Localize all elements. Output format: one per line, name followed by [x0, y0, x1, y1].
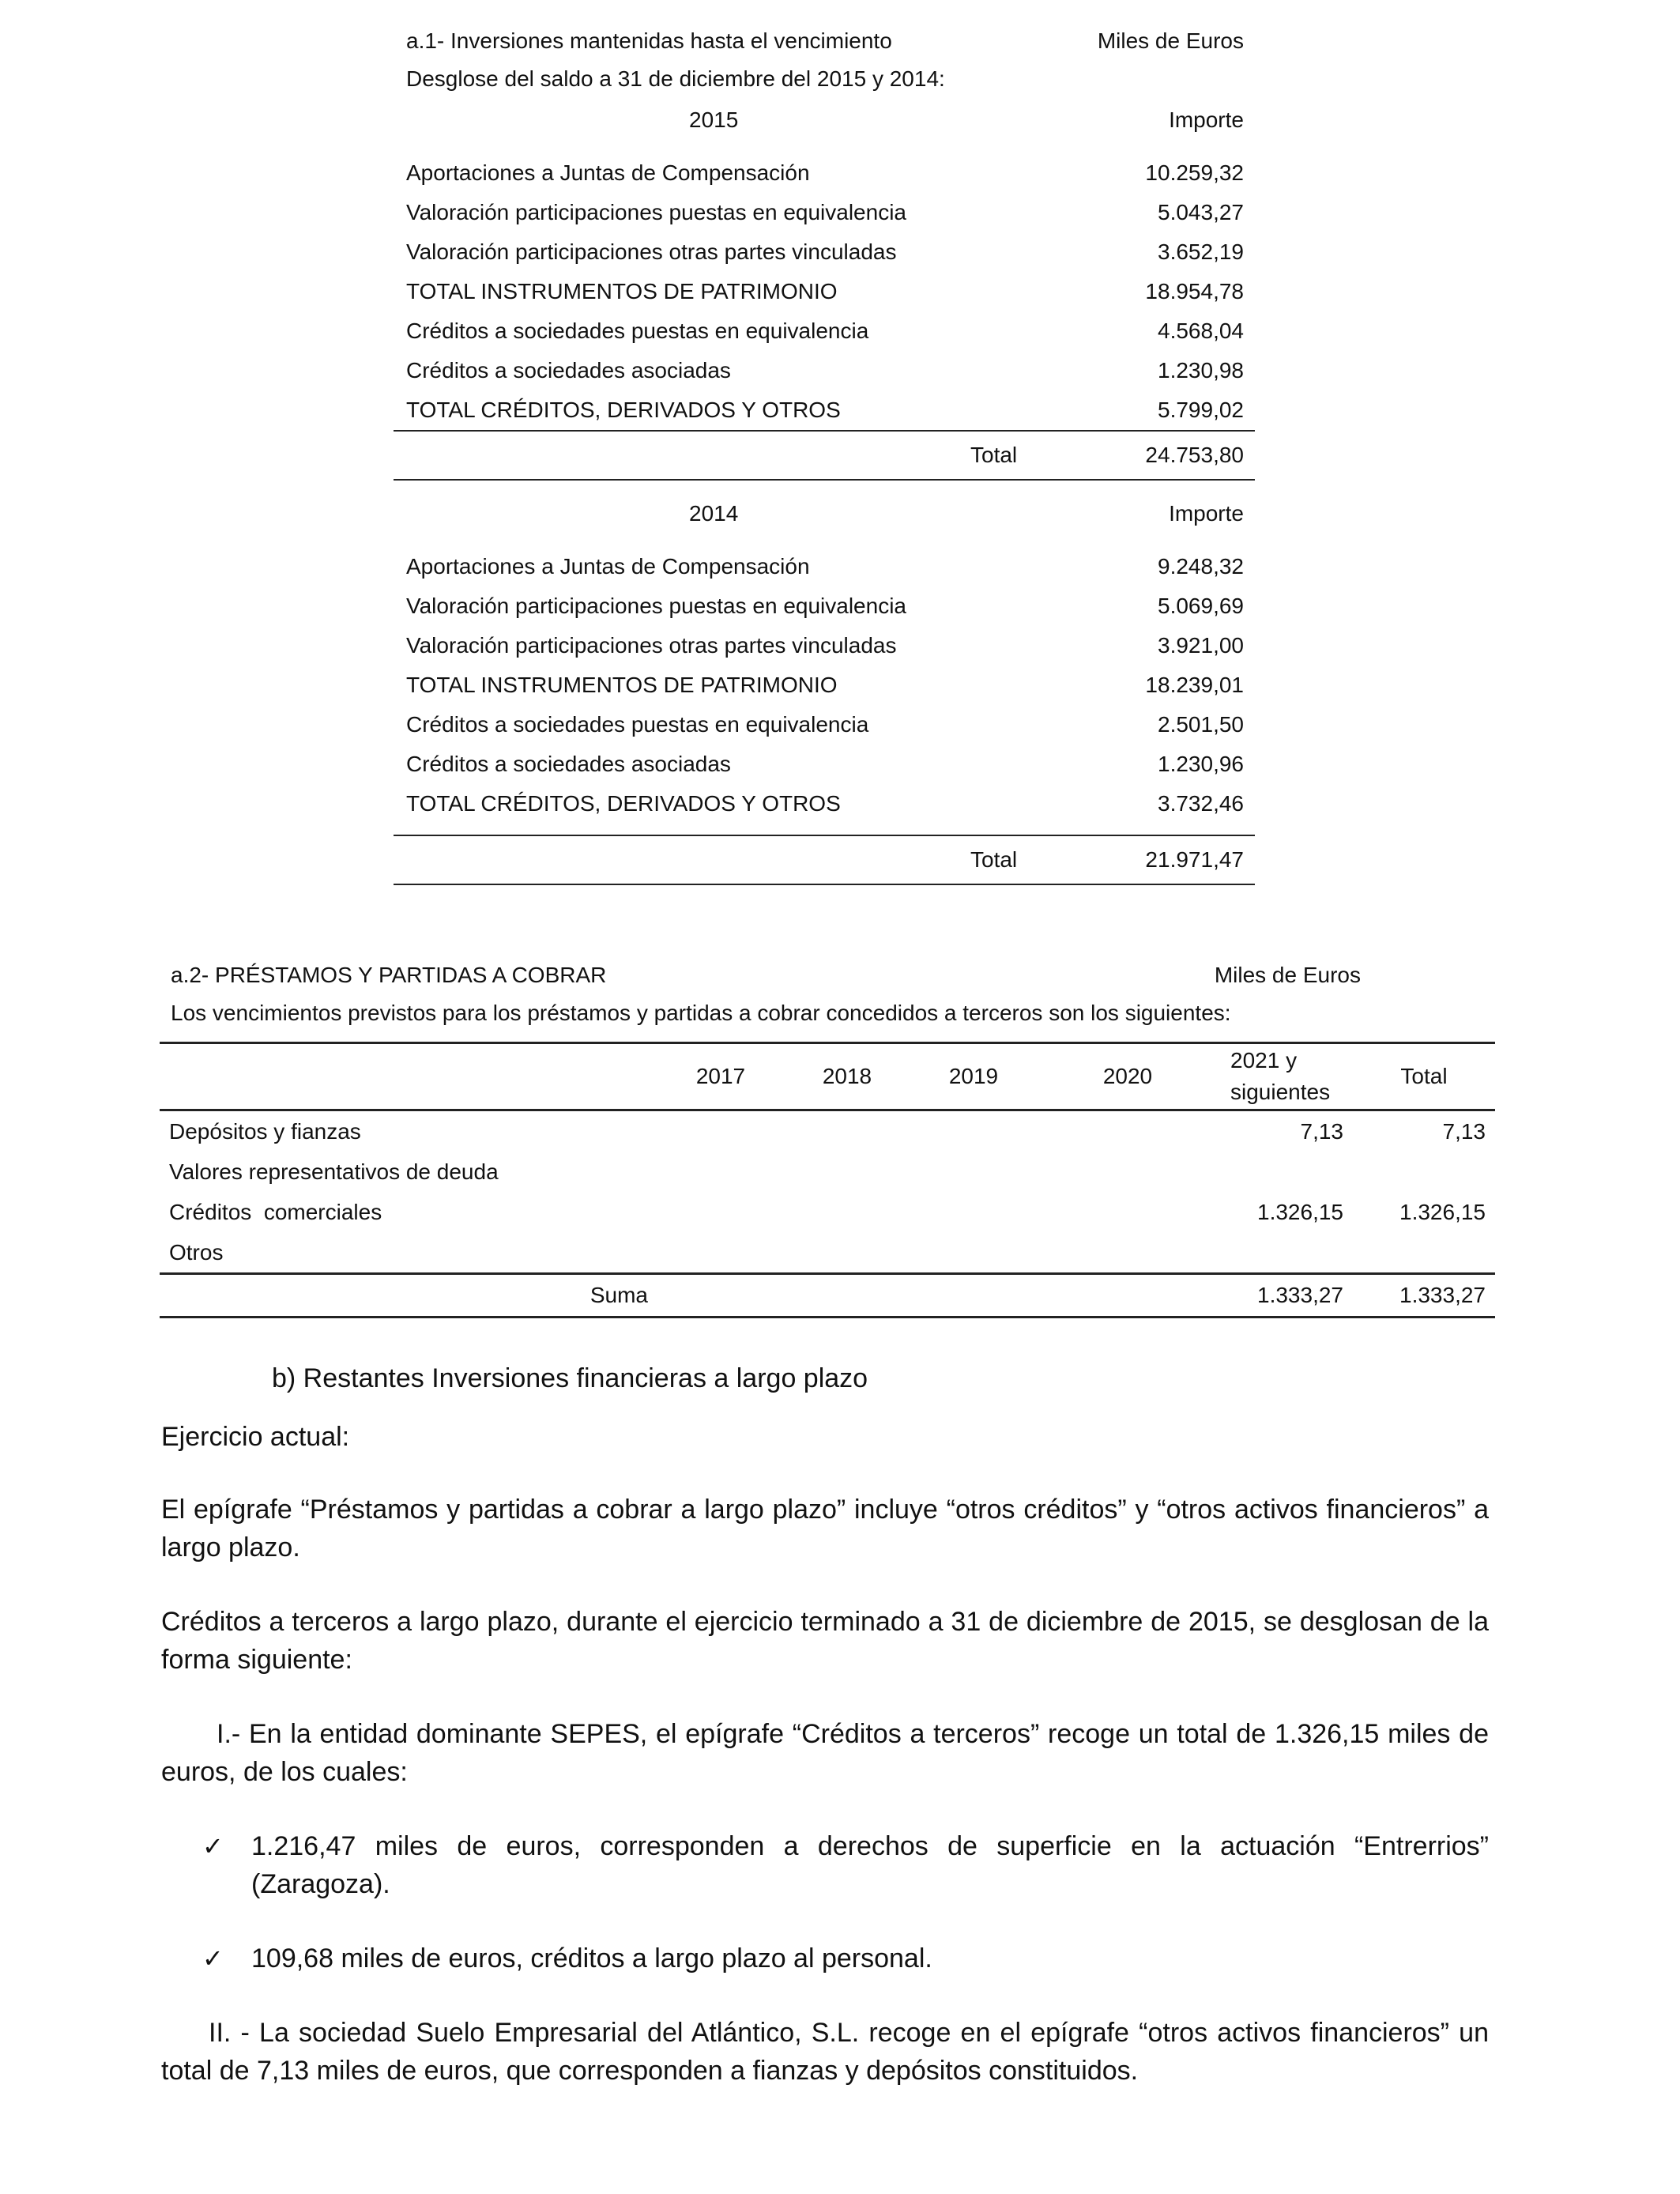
table-row: [160, 1110, 1495, 1152]
col-header: 2020: [1102, 1064, 1153, 1088]
cell: [1037, 1274, 1219, 1318]
col-header: 2017: [695, 1064, 746, 1088]
sum-label: Suma: [590, 1283, 648, 1307]
cell: [784, 1192, 910, 1232]
row-label: Depósitos y fianzas: [169, 1118, 361, 1144]
checkmark-icon: ✓: [202, 1943, 224, 1973]
paragraph: El epígrafe “Préstamos y partidas a cobrar a largo plazo” incluye “otros créditos” y “otros activos financieros” a largo plazo.: [161, 1495, 1489, 1563]
a1-subtitle-row: [394, 60, 1255, 98]
total-value: 24.753,80: [1145, 443, 1244, 467]
table-row: [394, 232, 1255, 272]
divider: [394, 884, 1255, 885]
a2-subtitle-row: [160, 994, 1495, 1032]
row-value: 3.652,19: [1158, 239, 1244, 264]
cell: [910, 1232, 1037, 1274]
cell: [1353, 1232, 1495, 1274]
table-row: [160, 1192, 1495, 1232]
cell: [1037, 1110, 1219, 1152]
paragraph: II. - La sociedad Suelo Empresarial del Atlántico, S.L. recoge en el epígrafe “otros activos financieros” un total de 7,13 miles de euros, que corresponden a fianzas y depósitos constituidos.: [161, 2018, 1489, 2086]
row-label: Valoración participaciones otras partes vinculadas: [406, 239, 897, 264]
amount-header: Importe: [1169, 107, 1244, 132]
row-label: Aportaciones a Juntas de Compensación: [406, 160, 810, 185]
cell: [1037, 1232, 1219, 1274]
cell: 1.326,15: [1399, 1199, 1486, 1224]
table-row: [394, 705, 1255, 745]
cell: [657, 1192, 784, 1232]
row-value: 18.239,01: [1145, 673, 1244, 697]
table-header-row: [160, 1043, 1495, 1110]
cell: 1.326,15: [1257, 1199, 1343, 1224]
row-value: 10.259,32: [1145, 160, 1244, 185]
list-item: [161, 1827, 1489, 1903]
row-label: TOTAL CRÉDITOS, DERIVADOS Y OTROS: [406, 791, 841, 816]
header-blank: [160, 1043, 657, 1110]
body-text: [161, 1359, 1489, 2090]
table-row: [394, 586, 1255, 626]
total-label: Total: [970, 443, 1018, 467]
cell: [657, 1274, 784, 1318]
block-year: 2014: [689, 501, 739, 526]
block-total-row: [394, 430, 1255, 479]
row-value: 3.921,00: [1158, 633, 1244, 658]
row-label: Aportaciones a Juntas de Compensación: [406, 554, 810, 579]
table-row: [394, 153, 1255, 193]
cell: [910, 1192, 1037, 1232]
row-value: 1.230,98: [1158, 358, 1244, 383]
col-header: 2019: [948, 1064, 999, 1088]
col-header: 2018: [822, 1064, 872, 1088]
table-row: [394, 547, 1255, 586]
row-label: TOTAL CRÉDITOS, DERIVADOS Y OTROS: [406, 398, 841, 422]
table-row: [394, 272, 1255, 311]
section-a1: [394, 22, 1255, 885]
a2-subtitle: Los vencimientos previstos para los préstamos y partidas a cobrar concedidos a terceros son los siguientes:: [171, 1001, 1231, 1025]
checkmark-icon: ✓: [202, 1831, 224, 1861]
table-row: [394, 351, 1255, 390]
row-value: 9.248,32: [1158, 554, 1244, 579]
a2-unit: Miles de Euros: [1214, 963, 1361, 987]
a2-title-row: [160, 956, 1495, 994]
cell: 1.333,27: [1257, 1283, 1343, 1307]
heading-b: b) Restantes Inversiones financieras a largo plazo: [272, 1363, 868, 1393]
row-label: Créditos a sociedades asociadas: [406, 358, 731, 383]
table-row: [394, 784, 1255, 824]
block-total-row: [394, 835, 1255, 884]
table-row: [160, 1152, 1495, 1192]
row-label: TOTAL INSTRUMENTOS DE PATRIMONIO: [406, 279, 838, 303]
row-label: Créditos a sociedades puestas en equivalencia: [406, 712, 869, 737]
block-year: 2015: [689, 107, 739, 132]
list-item-text: 1.216,47 miles de euros, corresponden a derechos de superficie en la actuación “Entrerrios” (Zaragoza).: [251, 1831, 1489, 1899]
total-label: Total: [970, 847, 1018, 872]
table-row: [394, 626, 1255, 665]
a2-title: a.2- PRÉSTAMOS Y PARTIDAS A COBRAR: [171, 963, 607, 987]
row-value: 5.799,02: [1158, 398, 1244, 422]
paragraph: I.- En la entidad dominante SEPES, el epígrafe “Créditos a terceros” recoge un total de 1.326,15 miles de euros, de los cuales:: [161, 1719, 1489, 1787]
table-row: [394, 665, 1255, 705]
table-row: [394, 193, 1255, 232]
row-value: 5.069,69: [1158, 594, 1244, 618]
row-value: 4.568,04: [1158, 319, 1244, 343]
row-label: TOTAL INSTRUMENTOS DE PATRIMONIO: [406, 673, 838, 697]
col-header: 2021 y siguientes: [1230, 1048, 1331, 1104]
list-item-text: 109,68 miles de euros, créditos a largo plazo al personal.: [251, 1943, 932, 1973]
row-value: 1.230,96: [1158, 752, 1244, 776]
cell: [1037, 1152, 1219, 1192]
paragraph: Créditos a terceros a largo plazo, durante el ejercicio terminado a 31 de diciembre de 2015, se desglosan de la forma siguiente:: [161, 1607, 1489, 1675]
list-item: [161, 1940, 1489, 1977]
row-label: Créditos comerciales: [169, 1199, 382, 1224]
cell: [910, 1110, 1037, 1152]
cell: [910, 1152, 1037, 1192]
a1-title: a.1- Inversiones mantenidas hasta el vencimiento: [406, 28, 892, 53]
section-a2: [160, 956, 1495, 1318]
table-row: [394, 311, 1255, 351]
divider: [394, 479, 1255, 481]
a1-title-row: [394, 22, 1255, 60]
cell: 7,13: [1300, 1118, 1343, 1144]
row-label: Valoración participaciones puestas en equivalencia: [406, 200, 906, 224]
row-label: Valoración participaciones puestas en equivalencia: [406, 594, 906, 618]
cell: [657, 1152, 784, 1192]
row-label: Valores representativos de deuda: [169, 1159, 499, 1184]
col-header-wrap: [1219, 1043, 1353, 1110]
cell: [1219, 1152, 1353, 1192]
cell: [784, 1110, 910, 1152]
ejercicio-label: Ejercicio actual:: [161, 1422, 350, 1452]
row-value: 5.043,27: [1158, 200, 1244, 224]
table-row: [160, 1232, 1495, 1274]
cell: [1219, 1232, 1353, 1274]
block-2015-header: [394, 98, 1255, 142]
cell: [784, 1232, 910, 1274]
row-label: Créditos a sociedades asociadas: [406, 752, 731, 776]
a1-subtitle: Desglose del saldo a 31 de diciembre del 2015 y 2014:: [406, 66, 945, 91]
total-value: 21.971,47: [1145, 847, 1244, 872]
table-row: [394, 745, 1255, 784]
a1-unit: Miles de Euros: [1097, 28, 1244, 53]
row-value: 2.501,50: [1158, 712, 1244, 737]
row-label: Valoración participaciones otras partes vinculadas: [406, 633, 897, 658]
cell: [1037, 1192, 1219, 1232]
row-label: Créditos a sociedades puestas en equivalencia: [406, 319, 869, 343]
row-value: 3.732,46: [1158, 791, 1244, 816]
cell: [1353, 1152, 1495, 1192]
cell: [910, 1274, 1037, 1318]
block-2014-header: [394, 492, 1255, 536]
cell: 7,13: [1442, 1118, 1486, 1144]
row-value: 18.954,78: [1145, 279, 1244, 303]
maturity-table: [160, 1042, 1495, 1318]
cell: [657, 1110, 784, 1152]
cell: [784, 1274, 910, 1318]
cell: 1.333,27: [1399, 1283, 1486, 1307]
row-label: Otros: [169, 1239, 224, 1265]
col-header: Total: [1400, 1064, 1448, 1088]
cell: [784, 1152, 910, 1192]
amount-header: Importe: [1169, 501, 1244, 526]
sum-row: [160, 1274, 1495, 1318]
cell: [657, 1232, 784, 1274]
table-row: [394, 390, 1255, 430]
